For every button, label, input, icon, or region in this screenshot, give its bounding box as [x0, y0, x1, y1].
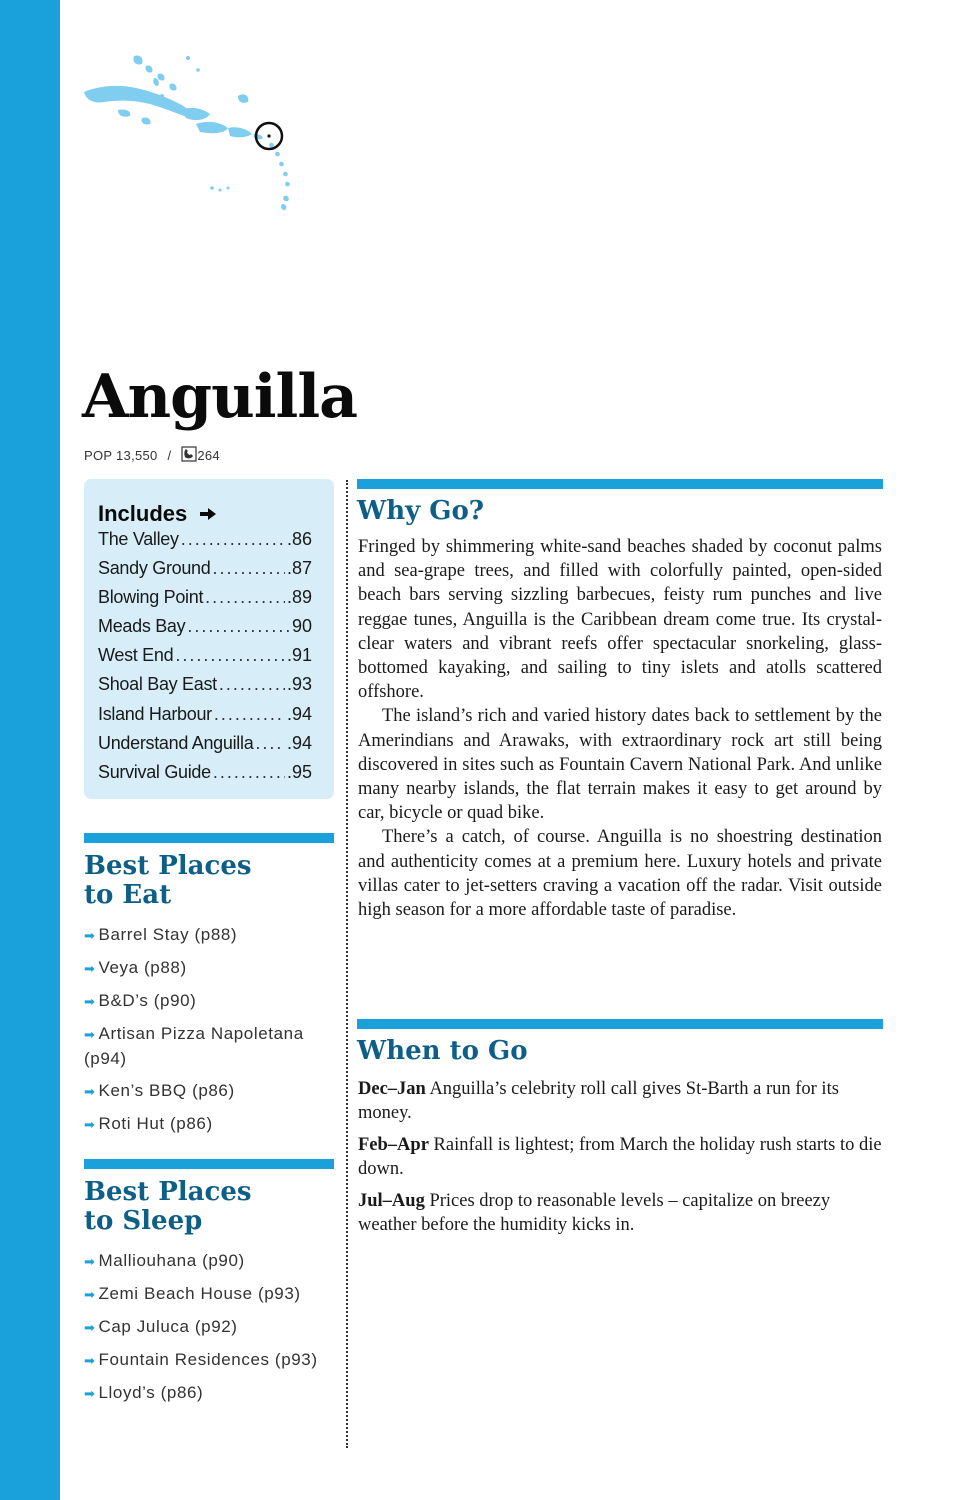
includes-list: [98, 529, 312, 791]
includes-heading: Includes: [98, 501, 217, 527]
list-item: Feb–Apr Rainfall is lightest; from March the holiday rush starts to die down.: [358, 1135, 882, 1179]
best-eat-heading: Best Places to Eat: [84, 851, 252, 910]
population-line: [84, 446, 220, 463]
why-go-heading: Why Go?: [357, 496, 485, 526]
phone-code: 264: [197, 448, 220, 463]
why-go-body: [358, 535, 882, 922]
arrow-right-icon: ➡: [84, 1386, 96, 1401]
arrow-right-icon: ➡: [84, 1353, 96, 1368]
includes-item[interactable]: Meads Bay ..... 90: [98, 616, 312, 645]
list-item[interactable]: ➡ Barrel Stay (p88): [84, 925, 238, 944]
list-item[interactable]: ➡ B&D’s (p90): [84, 991, 197, 1010]
page-title: Anguilla: [82, 362, 358, 432]
best-sleep-list: [84, 1249, 334, 1414]
arrow-right-icon: ➡: [84, 1084, 96, 1099]
list-item[interactable]: ➡ Artisan Pizza Napoletana (p94): [84, 1024, 304, 1068]
best-sleep-heading: Best Places to Sleep: [84, 1177, 252, 1236]
list-item: Jul–Aug Prices drop to reasonable levels – capitalize on breezy weather before the humidity kicks in.: [358, 1191, 831, 1235]
arrow-right-icon: ➡: [84, 928, 96, 943]
includes-item[interactable]: West End ..... .91: [98, 645, 312, 674]
list-item[interactable]: ➡ Lloyd’s (p86): [84, 1383, 204, 1402]
arrow-right-icon: ➡: [84, 1287, 96, 1302]
when-to-go-list: [358, 1077, 882, 1245]
sidebar-strip: [0, 0, 60, 1500]
best-eat-list: [84, 923, 334, 1145]
list-item[interactable]: ➡ Veya (p88): [84, 958, 187, 977]
list-item[interactable]: ➡ Zemi Beach House (p93): [84, 1284, 301, 1303]
arrow-right-icon: [199, 507, 217, 521]
section-rule: [84, 1159, 334, 1169]
separator: /: [167, 448, 172, 463]
when-to-go-heading: When to Go: [357, 1036, 528, 1066]
locator-map: [78, 48, 318, 223]
includes-item[interactable]: The Valley ..... .86: [98, 529, 312, 558]
includes-item[interactable]: Sandy Ground ..... .87: [98, 558, 312, 587]
arrow-right-icon: ➡: [84, 1117, 96, 1132]
list-item[interactable]: ➡ Malliouhana (p90): [84, 1251, 245, 1270]
phone-icon: [181, 446, 197, 462]
arrow-right-icon: ➡: [84, 1320, 96, 1335]
section-rule: [84, 833, 334, 843]
list-item: Dec–Jan Anguilla’s celebrity roll call gives St-Barth a run for its money.: [358, 1079, 839, 1123]
includes-item[interactable]: Blowing Point ..... .89: [98, 587, 312, 616]
includes-item[interactable]: Survival Guide ..... .95: [98, 762, 312, 791]
paragraph: Fringed by shimmering white-sand beaches shaded by coconut palms and sea-grape trees, and filled with colorfully painted, open-sided beach bars serving sizzling barbecues, feisty rum punches and live reggae tunes, Anguilla is the Caribbean dream come true. Its crystal-clear waters and vibrant reefs offer spectacular snorkeling, glass-bottomed kayaking, and sailing to tiny islets and atolls scattered offshore.: [358, 537, 882, 703]
arrow-right-icon: ➡: [84, 994, 96, 1009]
includes-item[interactable]: Shoal Bay East ..... .93: [98, 674, 312, 703]
arrow-right-icon: ➡: [84, 1254, 96, 1269]
caribbean-islands: [84, 55, 290, 210]
column-divider: [346, 480, 348, 1448]
includes-box: [84, 479, 334, 799]
list-item[interactable]: ➡ Ken’s BBQ (p86): [84, 1081, 235, 1100]
arrow-right-icon: ➡: [84, 1027, 96, 1042]
paragraph: There’s a catch, of course. Anguilla is no shoestring destination and authenticity comes at a premium here. Luxury hotels and private villas cater to jet-setters craving a vacation off the radar. Visit outside high season for a more affordable taste of paradise.: [358, 827, 882, 921]
section-rule: [357, 1019, 883, 1029]
list-item[interactable]: ➡ Fountain Residences (p93): [84, 1350, 318, 1369]
includes-item[interactable]: Island Harbour ..... .94: [98, 704, 312, 733]
includes-item[interactable]: Understand Anguilla ..... .94: [98, 733, 312, 762]
list-item[interactable]: ➡ Cap Juluca (p92): [84, 1317, 238, 1336]
list-item[interactable]: ➡ Roti Hut (p86): [84, 1114, 213, 1133]
arrow-right-icon: ➡: [84, 961, 96, 976]
population: POP 13,550: [84, 448, 158, 463]
section-rule: [357, 479, 883, 489]
paragraph: The island’s rich and varied history dates back to settlement by the Amerindians and Arawaks, with extraordinary rock art still being discovered in sites such as Fountain Cavern National Park. And unlike many nearby islands, the flat terrain makes it easy to get around by car, bicycle or quad bike.: [358, 706, 882, 824]
